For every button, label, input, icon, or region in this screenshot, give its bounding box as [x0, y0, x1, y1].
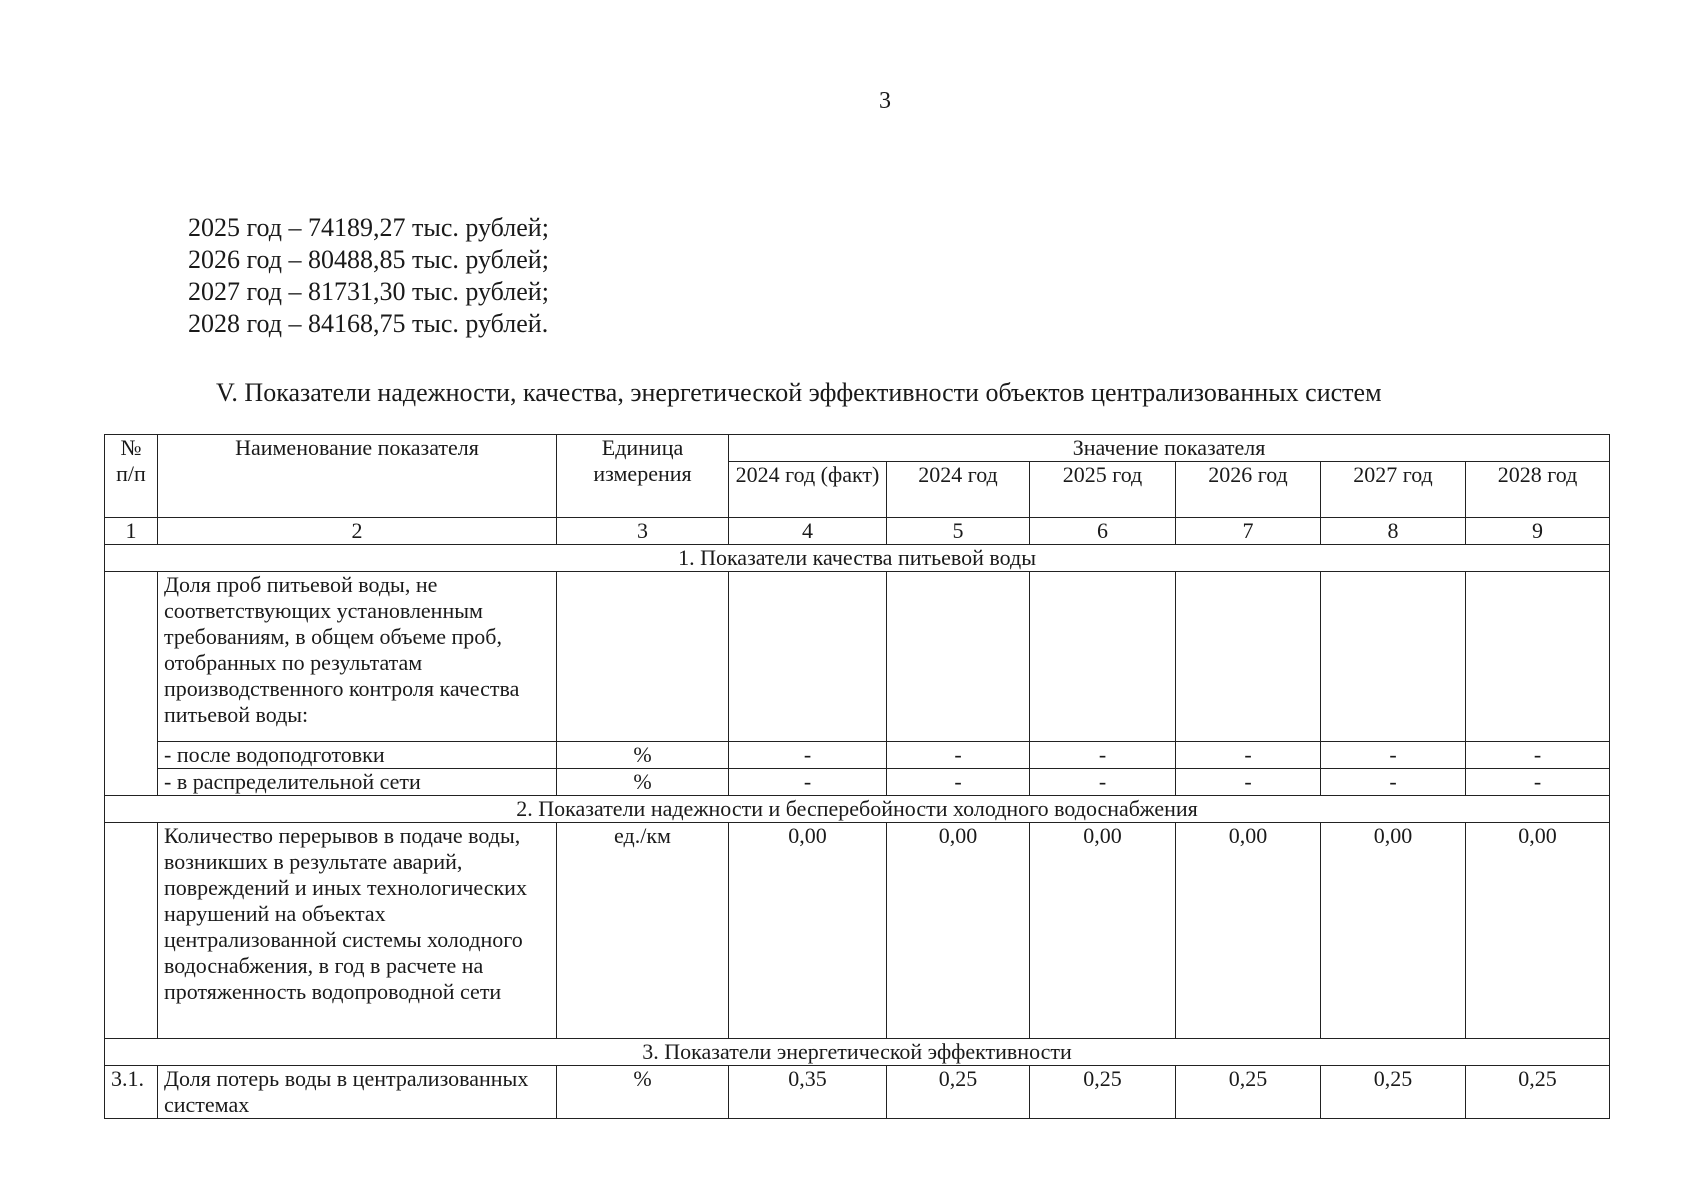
row-unit: ед./км: [557, 823, 729, 1039]
row-value: 0,00: [729, 823, 887, 1039]
row-value: 0,00: [887, 823, 1030, 1039]
header-year: 2025 год: [1030, 462, 1176, 518]
page-number: 3: [879, 88, 891, 114]
row-value: -: [1030, 742, 1176, 769]
row-value: 0,00: [1030, 823, 1176, 1039]
row-value: -: [1466, 742, 1610, 769]
row-value: 0,25: [887, 1066, 1030, 1119]
header-year: 2024 год (факт): [729, 462, 887, 518]
row-value: -: [1321, 742, 1466, 769]
header-year: 2024 год: [887, 462, 1030, 518]
row-num: [105, 572, 158, 796]
row-value: 0,25: [1176, 1066, 1321, 1119]
row-name: Доля потерь воды в централизованных системах: [158, 1066, 557, 1119]
row-value: -: [1176, 769, 1321, 796]
column-number: 1: [105, 518, 158, 545]
row-value: -: [887, 769, 1030, 796]
group-header-row: [105, 796, 1610, 823]
column-number: 8: [1321, 518, 1466, 545]
header-year: 2028 год: [1466, 462, 1610, 518]
row-value: 0,25: [1321, 1066, 1466, 1119]
header-year: 2026 год: [1176, 462, 1321, 518]
row-name: - после водоподготовки: [158, 742, 557, 769]
column-number: 2: [158, 518, 557, 545]
row-value: -: [1176, 742, 1321, 769]
table-row: [105, 823, 1610, 1039]
table-row: [105, 769, 1610, 796]
row-value: -: [1466, 769, 1610, 796]
row-num: [105, 823, 158, 1039]
header-name: Наименование показателя: [158, 435, 557, 518]
header-value-group: Значение показателя: [729, 435, 1610, 462]
row-value: -: [729, 742, 887, 769]
budget-line: 2025 год – 74189,27 тыс. рублей;: [188, 213, 549, 242]
header-unit: Единица измерения: [557, 435, 729, 518]
row-num: 3.1.: [105, 1066, 158, 1119]
budget-line: 2028 год – 84168,75 тыс. рублей.: [188, 309, 549, 338]
budget-line: 2026 год – 80488,85 тыс. рублей;: [188, 245, 549, 274]
group-title: 2. Показатели надежности и бесперебойности холодного водоснабжения: [105, 796, 1610, 823]
budget-list: [188, 212, 549, 340]
column-number: 6: [1030, 518, 1176, 545]
row-name: - в распределительной сети: [158, 769, 557, 796]
group-header-row: [105, 1039, 1610, 1066]
table-row: [105, 572, 1610, 742]
group-title: 1. Показатели качества питьевой воды: [105, 545, 1610, 572]
row-name: Количество перерывов в подаче воды, возникших в результате аварий, повреждений и иных технологических нарушений на объектах централизованной системы холодного водоснабжения, в год в расчете на протяженность водопроводной сети: [158, 823, 557, 1039]
indicators-table: [104, 434, 1610, 1119]
budget-line: 2027 год – 81731,30 тыс. рублей;: [188, 277, 549, 306]
row-value: 0,00: [1466, 823, 1610, 1039]
row-value: 0,25: [1030, 1066, 1176, 1119]
table-row: [105, 1066, 1610, 1119]
group-title: 3. Показатели энергетической эффективности: [105, 1039, 1610, 1066]
header-year: 2027 год: [1321, 462, 1466, 518]
row-unit: %: [557, 1066, 729, 1119]
header-num: № п/п: [105, 435, 158, 518]
row-value: 0,00: [1176, 823, 1321, 1039]
row-value: -: [887, 742, 1030, 769]
column-numbers-row: [105, 518, 1610, 545]
row-value: 0,35: [729, 1066, 887, 1119]
section-title: V. Показатели надежности, качества, энергетической эффективности объектов централизованных систем: [216, 378, 1382, 407]
column-number: 9: [1466, 518, 1610, 545]
column-number: 5: [887, 518, 1030, 545]
group-header-row: [105, 545, 1610, 572]
row-value: 0,00: [1321, 823, 1466, 1039]
column-number: 3: [557, 518, 729, 545]
row-name: Доля проб питьевой воды, не соответствующих установленным требованиям, в общем объеме проб, отобранных по результатам производственного контроля качества питьевой воды:: [158, 572, 557, 742]
row-value: -: [1321, 769, 1466, 796]
column-number: 7: [1176, 518, 1321, 545]
row-unit: %: [557, 769, 729, 796]
row-value: 0,25: [1466, 1066, 1610, 1119]
row-value: -: [729, 769, 887, 796]
column-number: 4: [729, 518, 887, 545]
table-row: [105, 742, 1610, 769]
row-value: -: [1030, 769, 1176, 796]
row-unit: %: [557, 742, 729, 769]
